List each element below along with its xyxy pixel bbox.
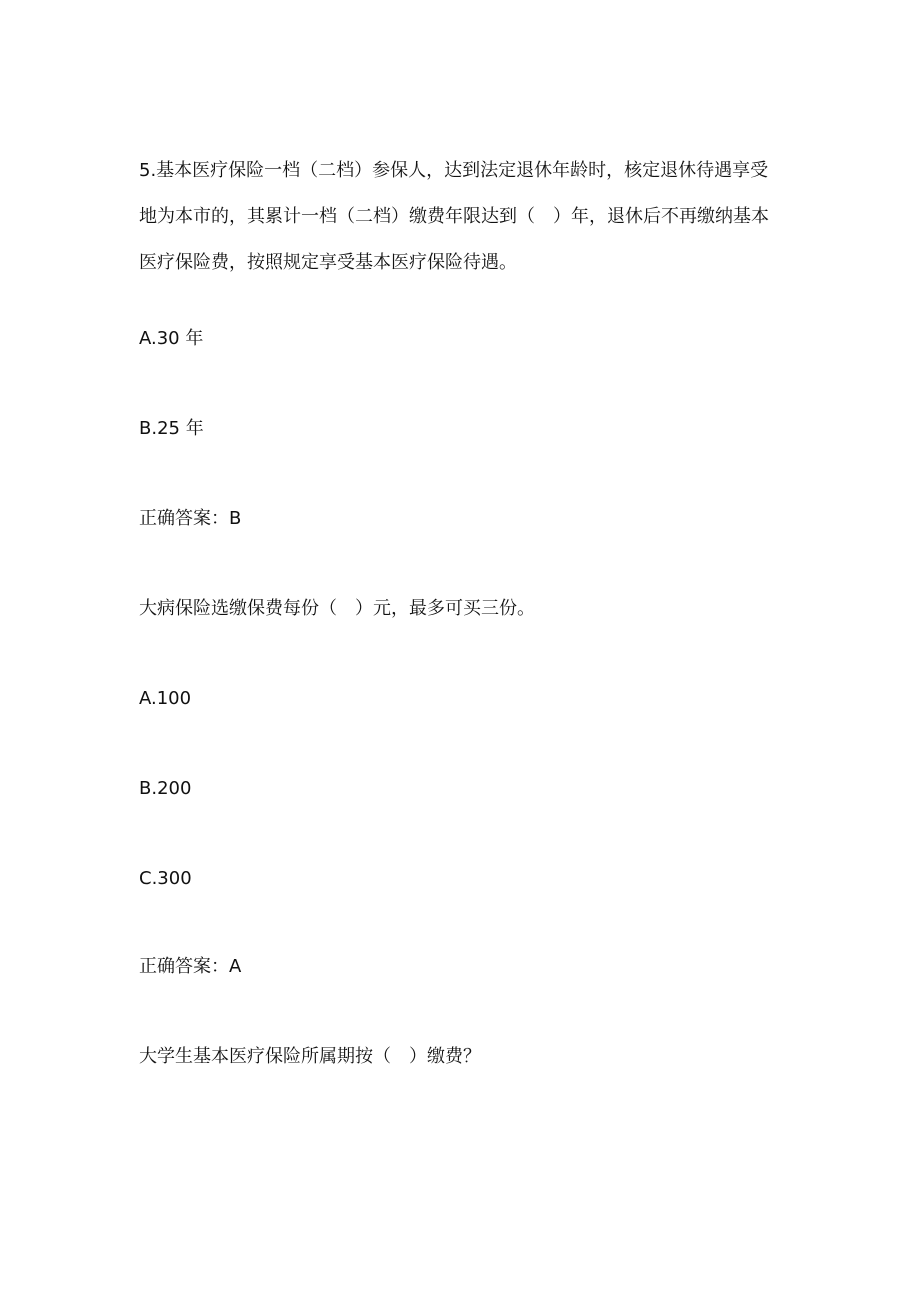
question-1-text — [139, 148, 789, 286]
question-1-option-a: A.30 年 — [139, 328, 204, 349]
question-2-answer: 正确答案：A — [139, 956, 242, 977]
question-2-option-a: A.100 — [139, 688, 192, 709]
question-1-option-b: B.25 年 — [139, 418, 204, 439]
question-2-text: 大病保险选缴保费每份（ ）元，最多可买三份。 — [139, 598, 535, 619]
question-1-line-2: 地为本市的，其累计一档（二档）缴费年限达到（ ）年，退休后不再缴纳基本 — [139, 206, 769, 227]
question-1-line-1: 5.基本医疗保险一档（二档）参保人，达到法定退休年龄时，核定退休待遇享受 — [139, 160, 769, 181]
question-2-option-b: B.200 — [139, 778, 192, 799]
question-3-text: 大学生基本医疗保险所属期按（ ）缴费？ — [139, 1046, 481, 1067]
question-2-option-c: C.300 — [139, 868, 192, 889]
question-1-answer: 正确答案：B — [139, 508, 242, 529]
question-1-line-3: 医疗保险费，按照规定享受基本医疗保险待遇。 — [139, 252, 517, 273]
